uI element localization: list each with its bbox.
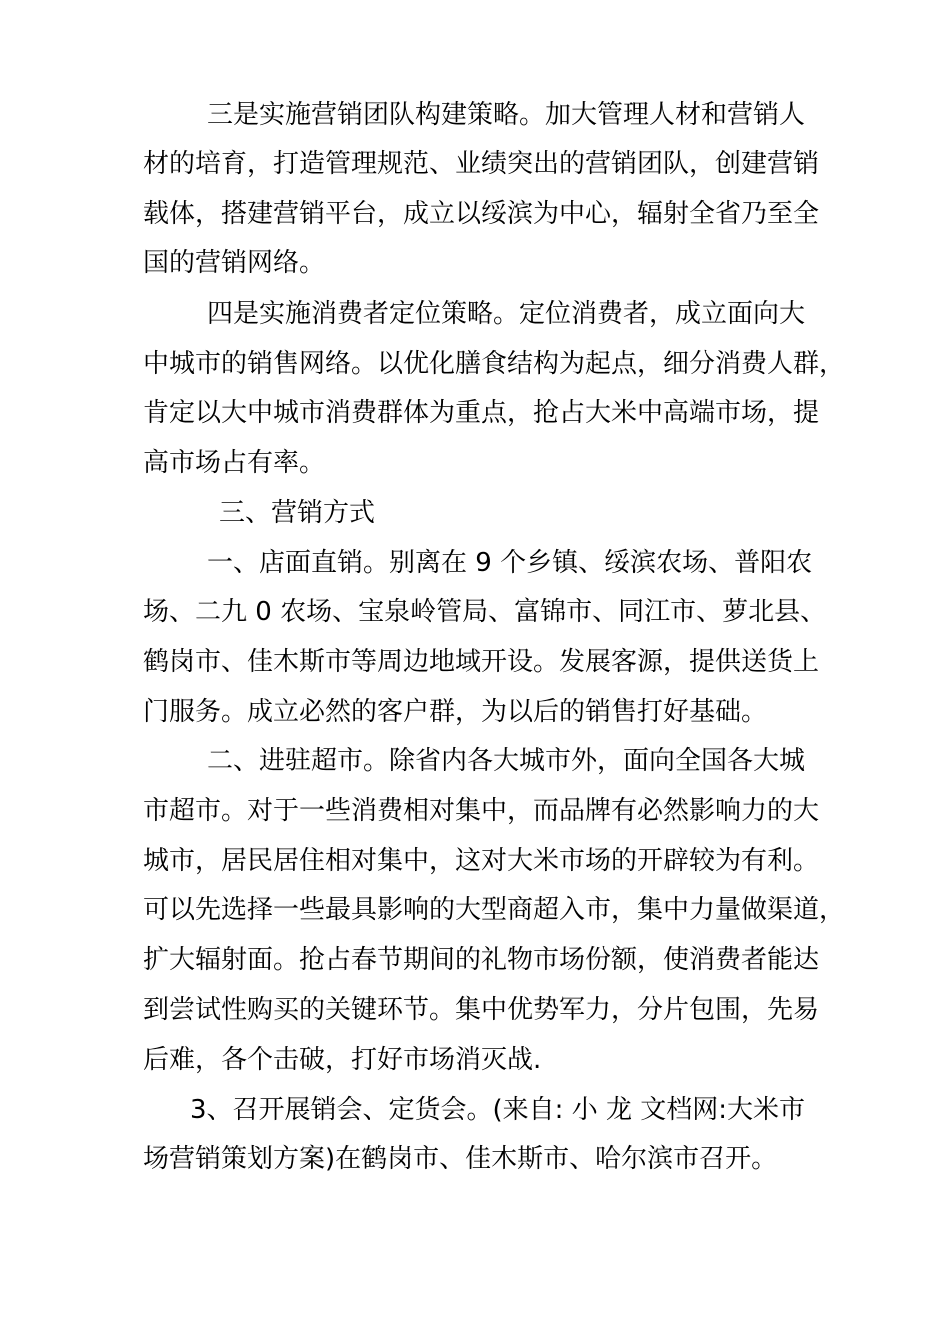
text-line-17: 可以先选择一些最具影响的大型商超入市，集中力量做渠道， xyxy=(143,895,846,925)
text-line-20: 后难，各个击破，打好市场消灭战. xyxy=(143,1045,542,1075)
section-heading: 三、营销方式 xyxy=(219,498,376,528)
text-line-2: 材的培育，打造管理规范、业绩突出的营销团队，创建营销 xyxy=(143,149,820,179)
text-line-14: 二、进驻超市。除省内各大城市外，面向全国各大城 xyxy=(207,746,806,776)
text-line-3: 载体，搭建营销平台，成立以绥滨为中心，辐射全省乃至全 xyxy=(143,199,820,229)
text-line-4: 国的营销网络。 xyxy=(143,248,326,278)
text-line-1: 三是实施营销团队构建策略。加大管理人材和营销人 xyxy=(207,100,806,130)
text-line-15: 市超市。对于一些消费相对集中，而品牌有必然影响力的大 xyxy=(143,796,820,826)
text-line-22: 场营销策划方案)在鹤岗市、佳木斯市、哈尔滨市召开。 xyxy=(143,1144,778,1174)
text-line-18: 扩大辐射面。抢占春节期间的礼物市场份额，使消费者能达 xyxy=(143,945,820,975)
text-line-12: 鹤岗市、佳木斯市等周边地域开设。发展客源，提供送货上 xyxy=(143,647,820,677)
text-line-6: 中城市的销售网络。以优化膳食结构为起点，细分消费人群， xyxy=(143,349,846,379)
text-line-21: 3、召开展销会、定货会。(来自: 小 龙 文档网:大米市 xyxy=(190,1095,805,1125)
text-line-11: 场、二九 0 农场、宝泉岭管局、富锦市、同江市、萝北县、 xyxy=(143,597,827,627)
text-line-10: 一、店面直销。别离在 9 个乡镇、绥滨农场、普阳农 xyxy=(207,548,813,578)
text-line-5: 四是实施消费者定位策略。定位消费者，成立面向大 xyxy=(207,299,806,329)
text-line-19: 到尝试性购买的关键环节。集中优势军力，分片包围，先易 xyxy=(143,995,820,1025)
text-line-16: 城市，居民居住相对集中，这对大米市场的开辟较为有利。 xyxy=(143,846,820,876)
text-line-13: 门服务。成立必然的客户群，为以后的销售打好基础。 xyxy=(143,697,768,727)
text-line-8: 高市场占有率。 xyxy=(143,448,326,478)
text-line-7: 肯定以大中城市消费群体为重点，抢占大米中高端市场，提 xyxy=(143,398,820,428)
